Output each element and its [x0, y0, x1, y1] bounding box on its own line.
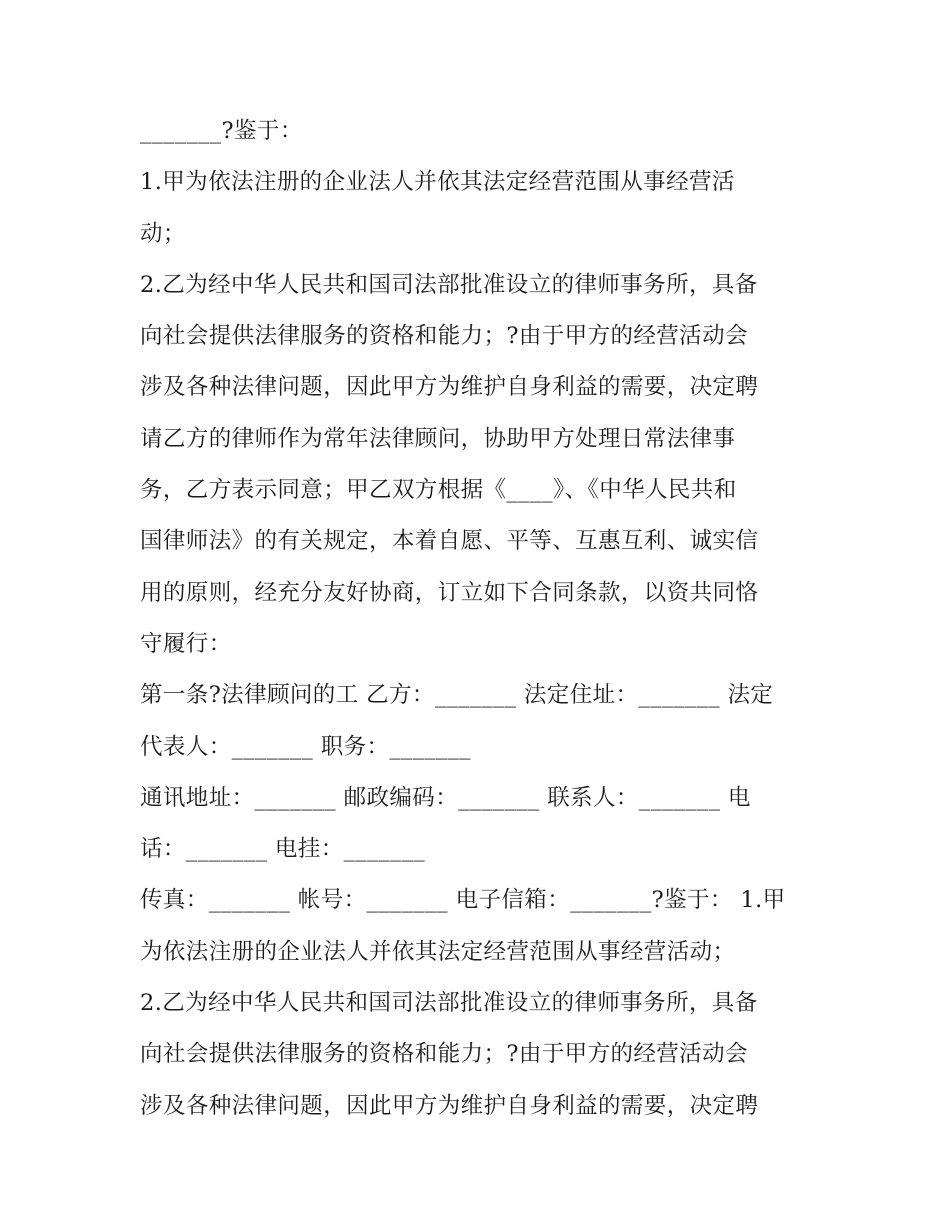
document-line: _______?鉴于： — [140, 118, 303, 144]
document-line: 通讯地址：_______ 邮政编码：_______ 联系人：_______ 电 — [140, 784, 751, 811]
document-line: 涉及各种法律问题，因此甲方为维护自身利益的需要，决定聘 — [140, 374, 759, 401]
document-line: 守履行： — [140, 630, 232, 657]
document-line: 向社会提供法律服务的资格和能力；?由于甲方的经营活动会 — [140, 1041, 748, 1068]
document-line: 1.甲为依法注册的企业法人并依其法定经营范围从事经营活 — [140, 169, 735, 196]
document-line: 2.乙为经中华人民共和国司法部批准设立的律师事务所，具备 — [140, 990, 758, 1017]
document-line: 代表人：_______ 职务：_______ — [140, 733, 471, 760]
document-line: 涉及各种法律问题，因此甲方为维护自身利益的需要，决定聘 — [140, 1092, 759, 1119]
document-line: 第一条?法律顾问的工 乙方：_______ 法定住址：_______ 法定 — [140, 682, 774, 709]
document-line: 2.乙为经中华人民共和国司法部批准设立的律师事务所，具备 — [140, 271, 758, 298]
document-line: 务，乙方表示同意；甲乙双方根据《____》、《中华人民共和 — [140, 477, 737, 504]
document-line: 话：_______ 电挂：_______ — [140, 836, 426, 863]
document-line: 请乙方的律师作为常年法律顾问，协助甲方处理日常法律事 — [140, 425, 736, 452]
document-line: 传真：_______ 帐号：_______ 电子信箱：_______?鉴于： 1.甲 — [140, 887, 786, 914]
document-body — [140, 106, 820, 1132]
document-line: 向社会提供法律服务的资格和能力；?由于甲方的经营活动会 — [140, 323, 748, 350]
document-line: 用的原则，经充分友好协商，订立如下合同条款，以资共同恪 — [140, 579, 759, 606]
document-line: 动； — [140, 220, 186, 247]
document-line: 为依法注册的企业法人并依其法定经营范围从事经营活动； — [140, 938, 736, 965]
document-line: 国律师法》的有关规定，本着自愿、平等、互惠互利、诚实信 — [140, 528, 759, 555]
